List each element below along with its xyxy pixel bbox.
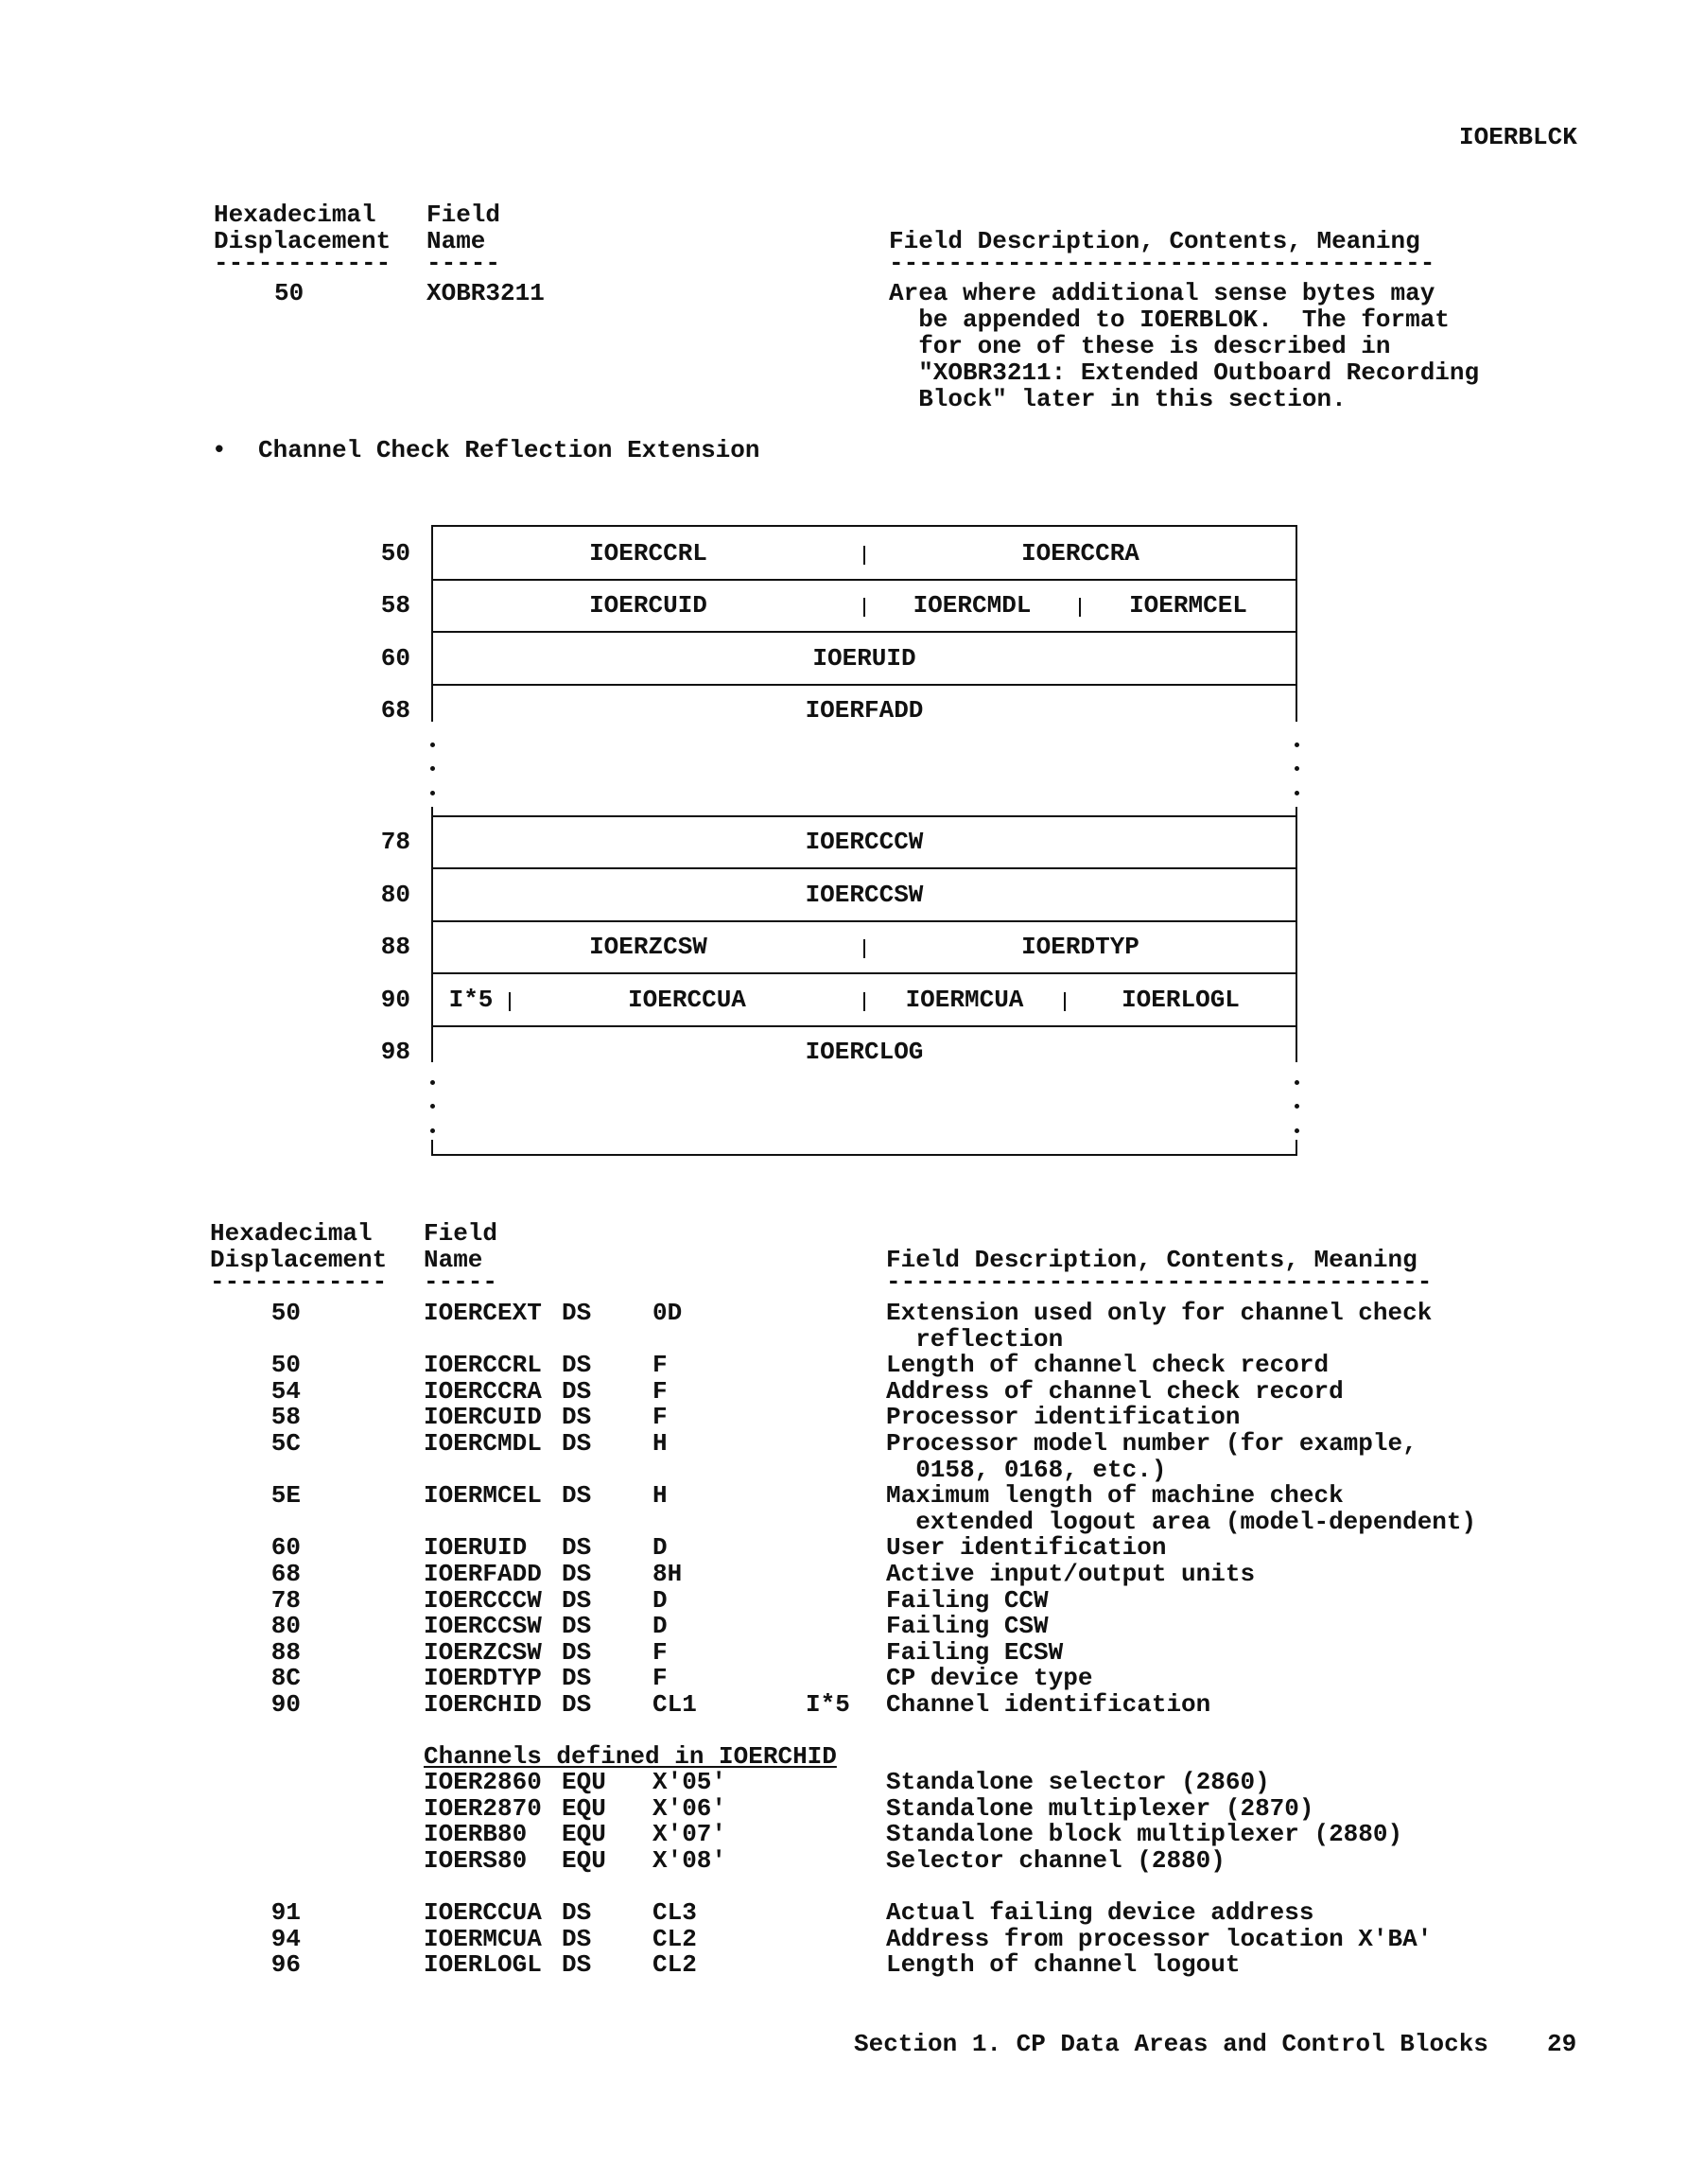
row-disp: 94 <box>270 1925 301 1953</box>
field-cell: IOERCCRL <box>589 539 707 568</box>
row-op: DS <box>562 1950 592 1979</box>
field-cell: IOERMCUA <box>905 986 1024 1014</box>
diagram-top-border <box>431 525 1297 527</box>
row-desc: Processor identification <box>886 1403 1241 1431</box>
row-name: XOBR3211 <box>426 279 545 307</box>
offset-label: 78 <box>380 828 410 856</box>
hdr-desc: Field Description, Contents, Meaning <box>889 227 1420 255</box>
continuation-dot <box>430 791 435 795</box>
row-desc: Length of channel check record <box>886 1351 1330 1379</box>
row-disp: 50 <box>270 1351 301 1379</box>
row-desc: Address of channel check record <box>886 1377 1344 1406</box>
row-desc-line: for one of these is described in <box>889 332 1391 360</box>
diagram-right-border-upper <box>1296 525 1297 722</box>
row-desc-line: Area where additional sense bytes may <box>889 279 1435 307</box>
row-op: DS <box>562 1898 592 1927</box>
field-cell: IOERCLOG <box>805 1038 924 1066</box>
hdr-field-dashes: ----- <box>424 1267 498 1296</box>
row-value: H <box>652 1481 668 1510</box>
row-flag: I*5 <box>806 1690 850 1719</box>
field-cell: IOERCUID <box>589 591 707 620</box>
row-name: IOERZCSW <box>424 1638 542 1667</box>
row-disp: 5C <box>270 1429 301 1458</box>
continuation-dot <box>430 766 435 771</box>
equate-name: IOERS80 <box>424 1846 528 1875</box>
equate-name: IOER2870 <box>424 1794 542 1823</box>
hdr-hex-dashes: ------------ <box>214 249 391 277</box>
row-desc: Channel identification <box>886 1690 1211 1719</box>
hdr-field-line2: Name <box>424 1246 483 1274</box>
row-desc: Processor model number (for example, <box>886 1429 1417 1458</box>
running-title: IOERBLCK <box>1459 123 1577 151</box>
row-desc: Address from processor location X'BA' <box>886 1925 1433 1953</box>
diagram-bottom-border <box>431 1154 1297 1156</box>
equate-desc: Selector channel (2880) <box>886 1846 1226 1875</box>
field-cell: IOERLOGL <box>1122 986 1240 1014</box>
row-op: DS <box>562 1429 592 1458</box>
field-cell: IOERZCSW <box>589 933 707 961</box>
row-disp: 80 <box>270 1612 301 1640</box>
row-name: IOERCMDL <box>424 1429 542 1458</box>
offset-label: 98 <box>380 1038 410 1066</box>
equate-value: X'05' <box>652 1768 727 1796</box>
row-disp: 58 <box>270 1403 301 1431</box>
field-cell: IOERUID <box>812 644 916 673</box>
continuation-dot <box>1295 766 1299 771</box>
row-value: CL3 <box>652 1898 697 1927</box>
channels-subheading: Channels defined in IOERCHID <box>424 1742 837 1771</box>
row-op: DS <box>562 1690 592 1719</box>
equate-value: X'08' <box>652 1846 727 1875</box>
row-desc-line: Block" later in this section. <box>889 385 1347 413</box>
field-cell: IOERCCUA <box>628 986 746 1014</box>
field-cell: IOERCCRA <box>1021 539 1139 568</box>
hdr-desc: Field Description, Contents, Meaning <box>886 1246 1417 1274</box>
offset-label: 80 <box>380 881 410 909</box>
row-disp: 78 <box>270 1586 301 1615</box>
row-op: DS <box>562 1560 592 1588</box>
row-desc: 0158, 0168, etc.) <box>886 1456 1167 1484</box>
row-disp: 50 <box>270 1299 301 1327</box>
row-disp: 68 <box>270 1560 301 1588</box>
row-name: IOERCCSW <box>424 1612 542 1640</box>
row-disp: 96 <box>270 1950 301 1979</box>
row-divider <box>431 867 1297 869</box>
equate-op: EQU <box>562 1768 606 1796</box>
equate-desc: Standalone block multiplexer (2880) <box>886 1820 1403 1848</box>
row-value: CL1 <box>652 1690 697 1719</box>
row-value: F <box>652 1377 668 1406</box>
row-op: DS <box>562 1638 592 1667</box>
row-disp: 54 <box>270 1377 301 1406</box>
row-desc: Length of channel logout <box>886 1950 1241 1979</box>
equate-op: EQU <box>562 1794 606 1823</box>
row-disp: 50 <box>274 279 304 307</box>
row-disp: 5E <box>270 1481 301 1510</box>
row-op: DS <box>562 1481 592 1510</box>
offset-label: 68 <box>380 696 410 725</box>
row-value: CL2 <box>652 1925 697 1953</box>
row-value: H <box>652 1429 668 1458</box>
row-desc: extended logout area (model-dependent) <box>886 1508 1477 1536</box>
hdr-desc-dashes: ------------------------------------- <box>889 249 1435 277</box>
row-name: IOERCEXT <box>424 1299 542 1327</box>
offset-label: 50 <box>380 539 410 568</box>
row-op: DS <box>562 1377 592 1406</box>
row-name: IOERCCRL <box>424 1351 542 1379</box>
hdr-field-line1: Field <box>424 1219 498 1248</box>
row-name: IOERCHID <box>424 1690 542 1719</box>
hdr-hex-dashes: ------------ <box>210 1267 388 1296</box>
row-name: IOERCUID <box>424 1403 542 1431</box>
row-desc: Failing CCW <box>886 1586 1049 1615</box>
row-op: DS <box>562 1586 592 1615</box>
row-name: IOERLOGL <box>424 1950 542 1979</box>
offset-label: 58 <box>380 591 410 620</box>
equate-desc: Standalone selector (2860) <box>886 1768 1270 1796</box>
row-name: IOERMCUA <box>424 1925 542 1953</box>
row-name: IOERCCCW <box>424 1586 542 1615</box>
field-cell: IOERCCSW <box>805 881 924 909</box>
diagram-right-border-lower <box>1296 807 1297 1062</box>
field-cell: IOERCMDL <box>913 591 1032 620</box>
row-divider <box>431 1025 1297 1027</box>
continuation-dot <box>430 743 435 747</box>
row-desc: Maximum length of machine check <box>886 1481 1344 1510</box>
row-value: F <box>652 1638 668 1667</box>
row-value: 0D <box>652 1299 683 1327</box>
row-value: CL2 <box>652 1950 697 1979</box>
continuation-dot <box>1295 743 1299 747</box>
row-desc-line: be appended to IOERBLOK. The format <box>889 306 1450 334</box>
offset-label: 88 <box>380 933 410 961</box>
row-op: DS <box>562 1612 592 1640</box>
section-bullet: • <box>212 436 227 464</box>
equate-op: EQU <box>562 1846 606 1875</box>
continuation-dot <box>1295 1128 1299 1133</box>
equate-value: X'07' <box>652 1820 727 1848</box>
row-disp: 88 <box>270 1638 301 1667</box>
row-op: DS <box>562 1664 592 1692</box>
row-disp: 8C <box>270 1664 301 1692</box>
continuation-dot <box>1295 1104 1299 1109</box>
row-op: DS <box>562 1403 592 1431</box>
offset-label: 60 <box>380 644 410 673</box>
field-cell: IOERDTYP <box>1021 933 1139 961</box>
equate-name: IOER2860 <box>424 1768 542 1796</box>
row-name: IOERMCEL <box>424 1481 542 1510</box>
row-divider <box>431 684 1297 686</box>
row-value: D <box>652 1533 668 1562</box>
row-name: IOERCCUA <box>424 1898 542 1927</box>
row-name: IOERUID <box>424 1533 528 1562</box>
field-cell: I*5 <box>448 986 494 1014</box>
hdr-field-dashes: ----- <box>426 249 501 277</box>
equate-op: EQU <box>562 1820 606 1848</box>
field-cell: IOERFADD <box>805 696 924 725</box>
diagram-left-border-bottom <box>431 1140 433 1155</box>
continuation-dot <box>430 1104 435 1109</box>
row-desc: CP device type <box>886 1664 1093 1692</box>
row-divider <box>431 815 1297 817</box>
row-value: F <box>652 1403 668 1431</box>
row-desc: User identification <box>886 1533 1167 1562</box>
hdr-hex-line1: Hexadecimal <box>210 1219 373 1248</box>
row-desc: reflection <box>886 1325 1064 1354</box>
row-desc: Failing CSW <box>886 1612 1049 1640</box>
row-disp: 60 <box>270 1533 301 1562</box>
row-value: F <box>652 1664 668 1692</box>
hdr-hex-line1: Hexadecimal <box>214 201 376 229</box>
hdr-hex-line2: Displacement <box>214 227 391 255</box>
row-divider <box>431 920 1297 922</box>
continuation-dot <box>430 1080 435 1085</box>
field-cell: IOERCCCW <box>805 828 924 856</box>
row-desc: Actual failing device address <box>886 1898 1314 1927</box>
row-name: IOERCCRA <box>424 1377 542 1406</box>
field-cell: IOERMCEL <box>1129 591 1247 620</box>
row-desc: Failing ECSW <box>886 1638 1064 1667</box>
hdr-desc-dashes: ------------------------------------- <box>886 1267 1433 1296</box>
offset-label: 90 <box>380 986 410 1014</box>
section-title: Channel Check Reflection Extension <box>258 436 760 464</box>
equate-desc: Standalone multiplexer (2870) <box>886 1794 1314 1823</box>
row-op: DS <box>562 1925 592 1953</box>
hdr-field-line1: Field <box>426 201 501 229</box>
row-op: DS <box>562 1351 592 1379</box>
row-divider <box>431 579 1297 581</box>
row-desc: Extension used only for channel check <box>886 1299 1433 1327</box>
row-name: IOERDTYP <box>424 1664 542 1692</box>
continuation-dot <box>1295 791 1299 795</box>
page-number: 29 <box>1547 2030 1577 2058</box>
continuation-dot <box>430 1128 435 1133</box>
row-divider <box>431 972 1297 974</box>
row-value: D <box>652 1612 668 1640</box>
row-desc-line: "XOBR3211: Extended Outboard Recording <box>889 358 1480 387</box>
row-value: 8H <box>652 1560 683 1588</box>
diagram-right-border-bottom <box>1296 1140 1297 1155</box>
row-divider <box>431 631 1297 633</box>
row-disp: 91 <box>270 1898 301 1927</box>
row-value: D <box>652 1586 668 1615</box>
continuation-dot <box>1295 1080 1299 1085</box>
row-value: F <box>652 1351 668 1379</box>
row-op: DS <box>562 1299 592 1327</box>
hdr-field-line2: Name <box>426 227 486 255</box>
hdr-hex-line2: Displacement <box>210 1246 388 1274</box>
equate-value: X'06' <box>652 1794 727 1823</box>
row-disp: 90 <box>270 1690 301 1719</box>
row-op: DS <box>562 1533 592 1562</box>
row-desc: Active input/output units <box>886 1560 1256 1588</box>
footer-section-text: Section 1. CP Data Areas and Control Blocks <box>854 2030 1488 2058</box>
equate-name: IOERB80 <box>424 1820 528 1848</box>
row-name: IOERFADD <box>424 1560 542 1588</box>
